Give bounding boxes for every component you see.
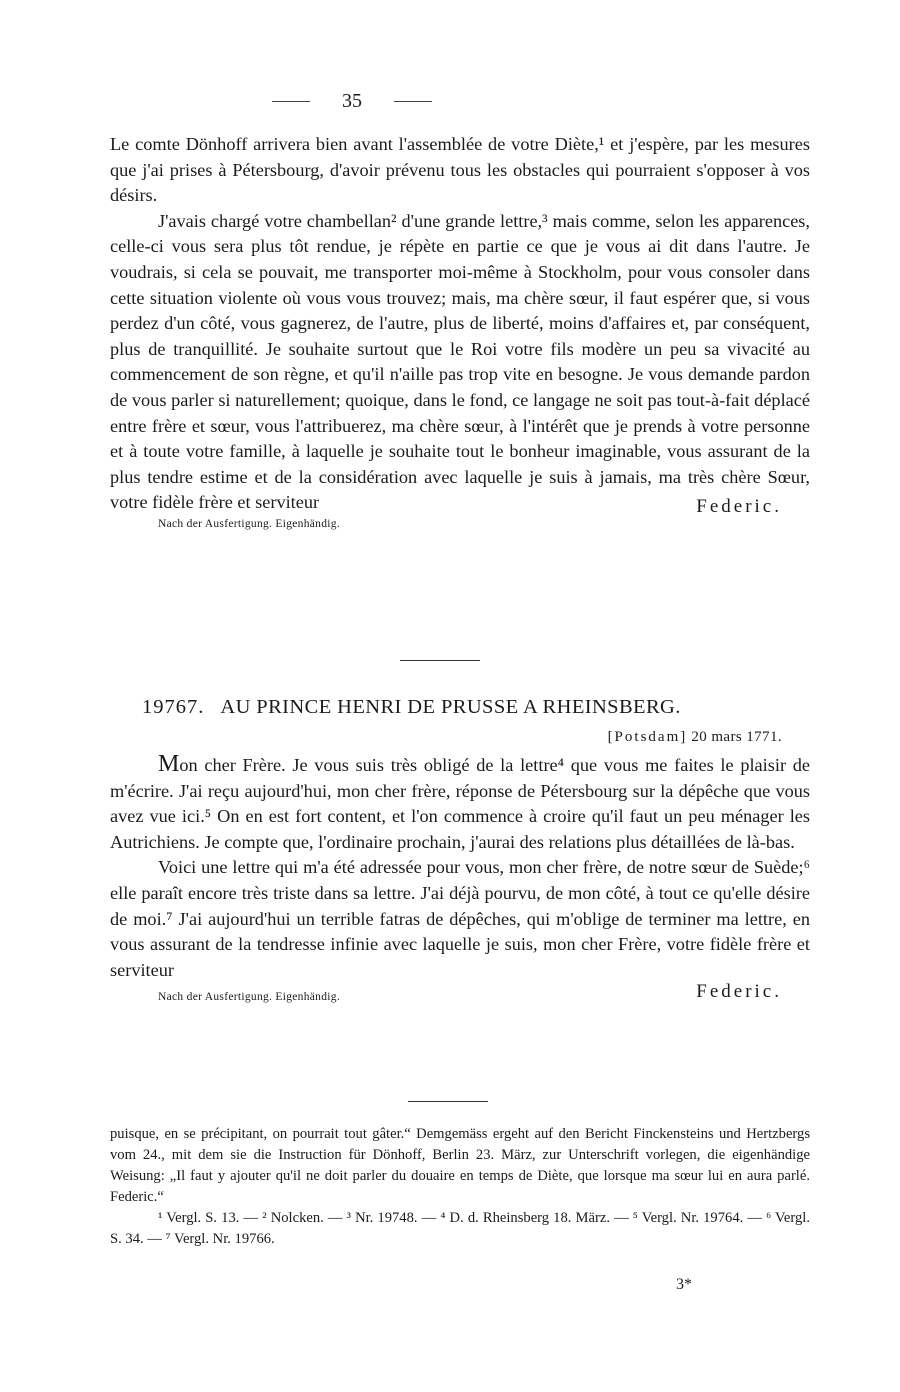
- page-header: [272, 86, 432, 116]
- letter-1-paragraph-1: Le comte Dönhoff arrivera bien avant l'assemblée de votre Diète,¹ et j'espère, par les mesures que j'ai prises à Pétersbourg, d'avoir prévenu tous les obstacles qui pourraient s'opposer à vos désirs.: [110, 134, 810, 206]
- header-dash-left: [272, 101, 310, 102]
- letter-2-body: [110, 752, 810, 1007]
- letter-2-paragraph-1: [110, 752, 810, 855]
- footnote-divider: [408, 1101, 488, 1102]
- letter-2-paragraph-1-text: on cher Frère. Je vous suis très obligé de la lettre⁴ que vous me faites le plaisir de m'écrire. J'ai reçu aujourd'hui, mon cher frère, réponse de Pétersbourg sur la dépêche que vous avez vue ici.⁵ On en est fort content, et l'on commence à croire qu'il faut un peu ménager les Autrichiens. Je compte que, l'ordinaire prochain, j'aurai des relations plus détaillées de là-bas.: [110, 755, 810, 852]
- letter-1-source-note: Nach der Ausfertigung. Eigenhändig.: [158, 517, 340, 530]
- signature-mark: 3*: [676, 1276, 692, 1293]
- letter-2-place: [Potsdam]: [607, 729, 688, 745]
- letter-2-paragraph-2: Voici une lettre qui m'a été adressée pour vous, mon cher frère, de notre sœur de Suède;⁶ elle paraît encore très triste dans sa lettre. J'ai déjà pourvu, de mon côté, à tout ce qu'elle désire de moi.⁷ J'ai aujourd'hui un terrible fatras de dépêches, qui m'oblige de terminer ma lettre, en vous assurant de la tendresse infinie avec laquelle je suis, mon cher Frère, votre fidèle frère et serviteur: [110, 857, 810, 980]
- letter-1-paragraph-2: J'avais chargé votre chambellan² d'une grande lettre,³ mais comme, selon les apparences, celle-ci vous sera plus tôt rendue, je répète en partie ce que je vous ai dit dans l'autre. Je voudrais, si cela se pouvait, me transporter moi-même à Stockholm, pour vous consoler dans cette situation violente où vous vous trouvez; mais, ma chère sœur, il faut espérer que, si vous perdez d'un côté, vous gagnerez, de l'autre, plus de liberté, moins d'affaires et, par conséquent, plus de tranquillité. Je souhaite surtout que le Roi votre fils modère un peu sa vivacité au commencement de son règne, et qu'il n'aille pas trop vite en besogne. Je vous demande pardon de vous parler si naturellement; quoique, dans le fond, ce langage ne soit pas tout-à-fait déplacé entre frère et sœur, vous l'attribuerez, ma chère sœur, à l'intérêt que je prends à votre personne et à toute votre famille, à laquelle je souhaite tout le bonheur imaginable, vous assurant de la plus tendre estime et de la considération avec laquelle je suis à jamais, ma très chère Sœur, votre fidèle frère et serviteur: [110, 210, 810, 513]
- letter-1-continuation: [110, 132, 810, 540]
- letter-2-source-note: Nach der Ausfertigung. Eigenhändig.: [158, 991, 340, 1004]
- letter-1-signature: Federic.: [696, 495, 782, 517]
- footnote-references: ¹ Vergl. S. 13. — ² Nolcken. — ³ Nr. 19748. — ⁴ D. d. Rheinsberg 18. März. — ⁵ Vergl. Nr. 19764. — ⁶ Vergl. S. 34. — ⁷ Vergl. Nr. 19766.: [110, 1210, 810, 1247]
- header-dash-right: [394, 101, 432, 102]
- footnote-continuation: puisque, en se précipitant, on pourrait tout gâter.“ Demgemäss ergeht auf den Bericht Finckensteins und Hertzbergs vom 24., mit dem sie die Instruction für Dönhoff, Berlin 23. März, zur Unterschrift vorlegen, die eigenhändige Weisung: „Il faut y ajouter qu'il ne doit parler du douaire en temps de Diète, que lorsque ma sœur lui en aura parlé. Federic.“: [110, 1126, 810, 1205]
- page-number: 35: [342, 90, 362, 112]
- letter-2-number: 19767.: [142, 696, 205, 718]
- letter-2-initial: M: [158, 751, 180, 777]
- letter-2-title: AU PRINCE HENRI DE PRUSSE A RHEINSBERG.: [220, 696, 681, 718]
- letter-2-heading: [142, 696, 822, 719]
- letter-2-dateline: [608, 729, 782, 746]
- letter-2-date: 20 mars 1771.: [691, 729, 782, 745]
- section-divider: [400, 660, 480, 661]
- letter-2-signature: Federic.: [696, 981, 782, 1003]
- footnotes: [110, 1124, 810, 1250]
